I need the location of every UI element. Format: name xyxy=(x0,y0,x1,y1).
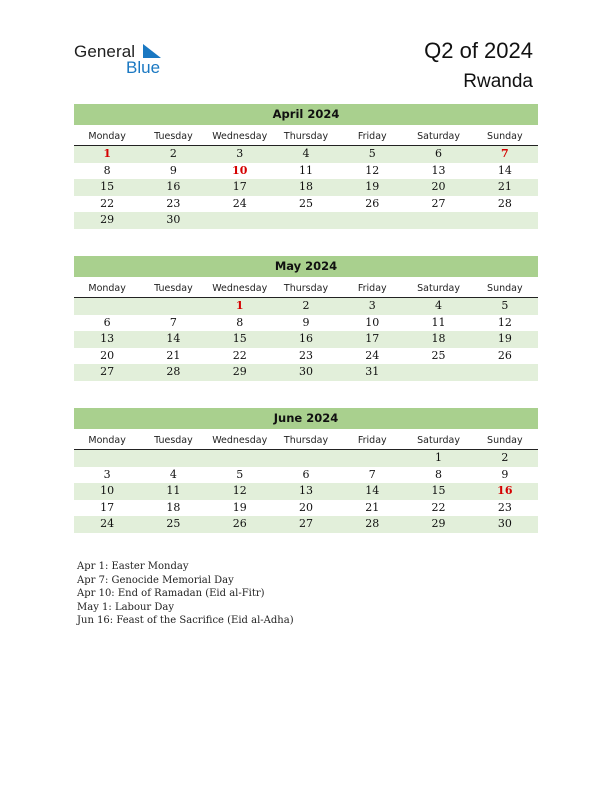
day-cell: 6 xyxy=(103,315,111,329)
day-cell: 4 xyxy=(302,147,310,160)
empty-day-cell xyxy=(207,450,273,467)
week-row xyxy=(74,450,538,467)
day-cell: 12 xyxy=(365,163,380,177)
empty-day-cell xyxy=(339,450,405,467)
day-cell: 29 xyxy=(232,365,247,378)
month-calendar-may xyxy=(74,256,538,381)
day-cell: 15 xyxy=(232,332,247,345)
day-cell: 28 xyxy=(497,196,512,210)
empty-day-cell xyxy=(472,364,538,381)
day-cell: 30 xyxy=(497,517,512,530)
week-row xyxy=(74,179,538,196)
day-cell: 17 xyxy=(100,500,115,514)
day-cell: 25 xyxy=(431,348,446,362)
day-cell: 6 xyxy=(302,467,310,481)
holiday-note: Apr 1: Easter Monday xyxy=(77,561,189,572)
empty-day-cell xyxy=(405,364,471,381)
day-cell: 19 xyxy=(232,500,247,514)
day-cell: 24 xyxy=(365,348,380,362)
holiday-notes xyxy=(77,560,294,628)
day-cell: 29 xyxy=(100,213,115,226)
day-cell: 3 xyxy=(103,467,111,481)
day-cell: 30 xyxy=(298,365,313,378)
day-cell: 9 xyxy=(169,163,177,177)
week-row xyxy=(74,467,538,484)
empty-day-cell xyxy=(74,298,140,315)
day-cell: 5 xyxy=(501,299,509,312)
day-cell: 19 xyxy=(365,180,380,193)
week-row xyxy=(74,516,538,533)
weekday-label: Saturday xyxy=(417,435,460,446)
day-cell: 17 xyxy=(232,180,247,193)
day-cell: 1 xyxy=(103,147,111,160)
day-cell: 14 xyxy=(497,163,512,177)
day-cell: 20 xyxy=(100,348,115,362)
day-cell: 18 xyxy=(166,500,181,514)
empty-day-cell xyxy=(273,212,339,229)
day-cell: 5 xyxy=(368,147,376,160)
holiday-note: Jun 16: Feast of the Sacrifice (Eid al-Adha) xyxy=(77,615,294,627)
weeks-container xyxy=(74,146,538,229)
day-cell: 24 xyxy=(232,196,247,210)
page-title: Q2 of 2024 xyxy=(424,38,533,63)
day-cell: 22 xyxy=(431,500,446,514)
weekday-label: Sunday xyxy=(487,435,523,446)
day-cell: 27 xyxy=(100,365,115,378)
weekday-label: Tuesday xyxy=(154,131,193,142)
holiday-note: Apr 7: Genocide Memorial Day xyxy=(77,574,234,586)
day-cell: 8 xyxy=(103,163,111,177)
weekday-label: Sunday xyxy=(487,283,523,294)
day-cell: 21 xyxy=(365,500,380,514)
weekday-label: Wednesday xyxy=(212,131,268,142)
week-row xyxy=(74,500,538,517)
day-cell: 9 xyxy=(501,467,509,481)
weekday-label: Thursday xyxy=(283,131,329,142)
empty-day-cell xyxy=(140,450,206,467)
day-cell: 23 xyxy=(497,500,512,514)
day-cell: 16 xyxy=(497,484,513,497)
day-cell: 7 xyxy=(501,147,509,160)
day-cell: 12 xyxy=(497,315,512,329)
empty-day-cell xyxy=(140,298,206,315)
day-cell: 5 xyxy=(236,467,244,481)
empty-day-cell xyxy=(405,212,471,229)
weekday-label: Monday xyxy=(88,283,126,294)
day-cell: 21 xyxy=(166,348,181,362)
day-cell: 21 xyxy=(497,180,512,193)
month-calendar-june xyxy=(74,408,538,533)
month-title: April 2024 xyxy=(74,104,538,125)
weekday-header-row xyxy=(74,280,538,298)
weeks-container xyxy=(74,298,538,381)
day-cell: 22 xyxy=(232,348,247,362)
day-cell: 18 xyxy=(298,180,313,193)
day-cell: 3 xyxy=(368,299,376,312)
week-row xyxy=(74,348,538,365)
weekday-label: Thursday xyxy=(283,435,329,446)
day-cell: 4 xyxy=(435,299,443,312)
empty-day-cell xyxy=(74,450,140,467)
weekday-header-row xyxy=(74,128,538,146)
day-cell: 7 xyxy=(368,467,376,481)
empty-day-cell xyxy=(339,212,405,229)
day-cell: 26 xyxy=(497,348,512,362)
day-cell: 31 xyxy=(365,365,380,378)
day-cell: 15 xyxy=(431,484,446,497)
day-cell: 26 xyxy=(365,196,380,210)
day-cell: 27 xyxy=(298,517,313,530)
week-row xyxy=(74,298,538,315)
empty-day-cell xyxy=(472,212,538,229)
day-cell: 14 xyxy=(365,484,380,497)
weeks-container xyxy=(74,450,538,533)
day-cell: 9 xyxy=(302,315,310,329)
day-cell: 3 xyxy=(236,147,244,160)
week-row xyxy=(74,163,538,180)
empty-day-cell xyxy=(207,212,273,229)
day-cell: 10 xyxy=(232,163,248,177)
week-row xyxy=(74,483,538,500)
day-cell: 19 xyxy=(497,332,512,345)
day-cell: 25 xyxy=(166,517,181,530)
day-cell: 17 xyxy=(365,332,380,345)
logo-word-general: General xyxy=(74,42,136,61)
day-cell: 4 xyxy=(169,467,177,481)
day-cell: 26 xyxy=(232,517,247,530)
logo-triangle-icon xyxy=(141,43,163,59)
day-cell: 20 xyxy=(431,180,446,193)
day-cell: 11 xyxy=(166,484,181,497)
day-cell: 8 xyxy=(236,315,244,329)
weekday-label: Thursday xyxy=(283,283,329,294)
day-cell: 10 xyxy=(365,315,380,329)
week-row xyxy=(74,196,538,213)
holiday-note: Apr 10: End of Ramadan (Eid al-Fitr) xyxy=(77,588,265,600)
day-cell: 13 xyxy=(431,163,446,177)
day-cell: 10 xyxy=(100,484,115,497)
week-row xyxy=(74,331,538,348)
day-cell: 16 xyxy=(166,180,181,193)
day-cell: 16 xyxy=(298,332,313,345)
weekday-label: Wednesday xyxy=(212,283,268,294)
day-cell: 14 xyxy=(166,332,181,345)
day-cell: 12 xyxy=(232,484,247,497)
week-row xyxy=(74,315,538,332)
weekday-label: Monday xyxy=(88,131,126,142)
day-cell: 23 xyxy=(298,348,313,362)
weekday-label: Friday xyxy=(357,435,387,446)
empty-day-cell xyxy=(273,450,339,467)
weekday-label: Saturday xyxy=(417,131,460,142)
day-cell: 6 xyxy=(435,147,443,160)
day-cell: 20 xyxy=(298,500,313,514)
day-cell: 28 xyxy=(365,517,380,530)
day-cell: 15 xyxy=(100,180,115,193)
day-cell: 7 xyxy=(169,315,177,329)
day-cell: 2 xyxy=(501,451,509,464)
week-row xyxy=(74,364,538,381)
weekday-label: Sunday xyxy=(487,131,523,142)
day-cell: 23 xyxy=(166,196,181,210)
day-cell: 1 xyxy=(235,299,244,312)
weekday-label: Friday xyxy=(357,131,387,142)
week-row xyxy=(74,212,538,229)
day-cell: 2 xyxy=(169,147,177,160)
month-title: May 2024 xyxy=(74,256,538,277)
country-name: Rwanda xyxy=(463,71,533,92)
day-cell: 18 xyxy=(431,332,446,345)
day-cell: 24 xyxy=(100,517,115,530)
logo-word-blue: Blue xyxy=(126,58,161,77)
day-cell: 25 xyxy=(298,196,313,210)
week-row xyxy=(74,146,538,163)
day-cell: 1 xyxy=(435,451,443,464)
brand-logo xyxy=(74,42,174,78)
month-title: June 2024 xyxy=(74,408,538,429)
day-cell: 13 xyxy=(100,332,115,345)
weekday-label: Wednesday xyxy=(212,435,268,446)
day-cell: 27 xyxy=(431,196,446,210)
day-cell: 11 xyxy=(431,315,446,329)
weekday-label: Monday xyxy=(88,435,126,446)
day-cell: 22 xyxy=(100,196,115,210)
day-cell: 2 xyxy=(302,299,310,312)
weekday-label: Tuesday xyxy=(154,435,193,446)
weekday-label: Tuesday xyxy=(154,283,193,294)
holiday-note: May 1: Labour Day xyxy=(77,601,174,613)
weekday-header-row xyxy=(74,432,538,450)
day-cell: 11 xyxy=(298,163,313,177)
day-cell: 30 xyxy=(166,213,181,226)
day-cell: 28 xyxy=(166,365,181,378)
day-cell: 8 xyxy=(435,467,443,481)
weekday-label: Friday xyxy=(357,283,387,294)
day-cell: 13 xyxy=(298,484,313,497)
month-calendar-april xyxy=(74,104,538,229)
day-cell: 29 xyxy=(431,517,446,530)
weekday-label: Saturday xyxy=(417,283,460,294)
